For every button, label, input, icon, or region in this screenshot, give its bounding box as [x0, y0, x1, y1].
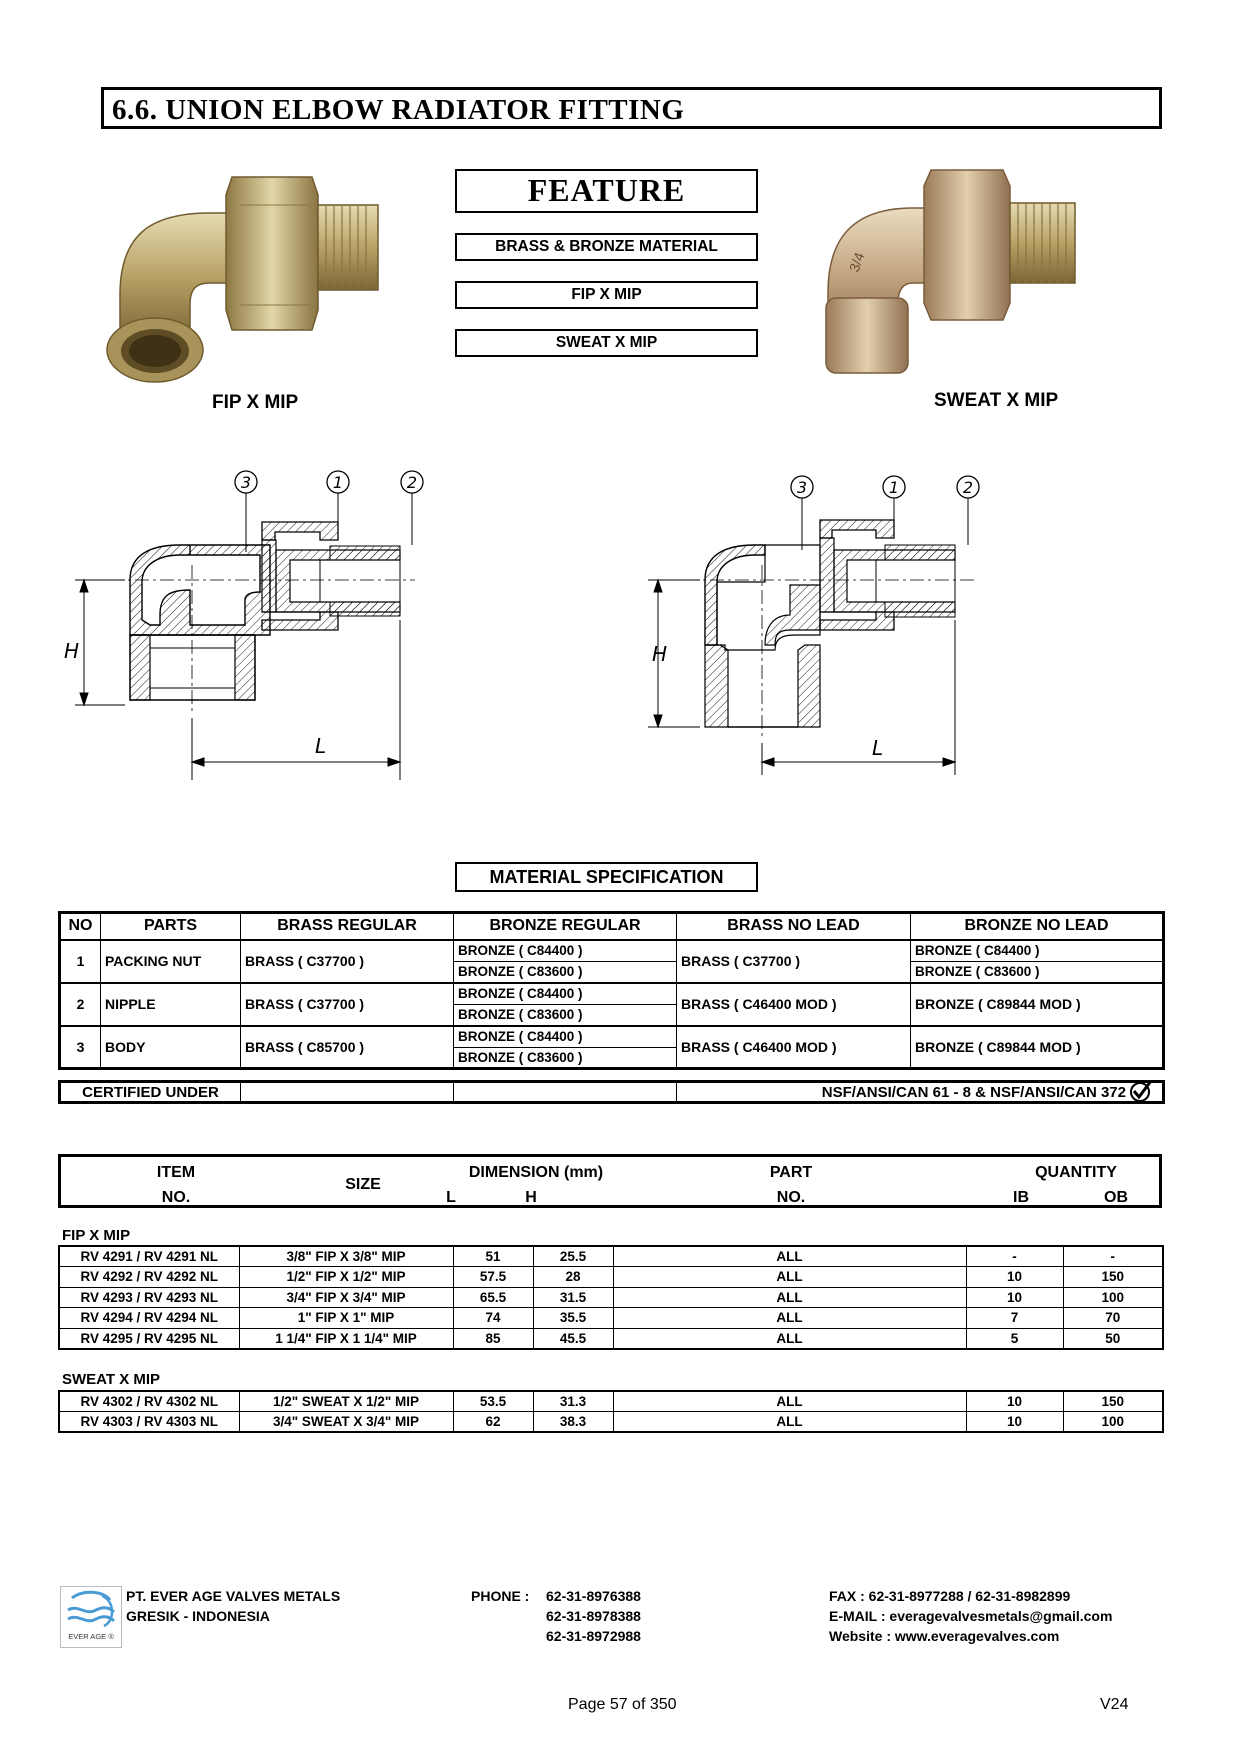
row-bronze-no-lead: BRONZE ( C83600 )	[911, 961, 1164, 983]
row-h: 31.3	[533, 1391, 613, 1412]
header-size: SIZE	[345, 1176, 381, 1193]
feature-item-sweat-mip: SWEAT X MIP	[455, 329, 758, 357]
row-part: NIPPLE	[101, 983, 241, 1026]
row-item: RV 4292 / RV 4292 NL	[59, 1267, 239, 1288]
header-item-no: NO.	[161, 1189, 191, 1206]
row-l: 51	[453, 1246, 533, 1267]
row-l: 62	[453, 1412, 533, 1433]
row-part: ALL	[613, 1391, 966, 1412]
material-spec-header-row	[60, 913, 1164, 940]
row-ib: -	[966, 1246, 1063, 1267]
row-l: 65.5	[453, 1287, 533, 1308]
certified-label: CERTIFIED UNDER	[60, 1082, 241, 1103]
row-l: 85	[453, 1328, 533, 1349]
row-item: RV 4295 / RV 4295 NL	[59, 1328, 239, 1349]
col-bronze-regular: BRONZE REGULAR	[454, 913, 677, 940]
table-row	[59, 1308, 1163, 1329]
row-size: 1/2" SWEAT X 1/2" MIP	[239, 1391, 453, 1412]
row-brass-no-lead: BRASS ( C46400 MOD )	[677, 983, 911, 1026]
feature-heading: FEATURE	[455, 169, 758, 213]
row-part: ALL	[613, 1267, 966, 1288]
header-ob: OB	[1104, 1189, 1128, 1206]
row-h: 38.3	[533, 1412, 613, 1433]
row-size: 1/2" FIP X 1/2" MIP	[239, 1267, 453, 1288]
row-ob: 100	[1063, 1287, 1163, 1308]
row-ib: 10	[966, 1287, 1063, 1308]
table-row	[59, 1391, 1163, 1412]
sweat-mip-technical-drawing	[640, 465, 1040, 785]
row-brass-no-lead: BRASS ( C37700 )	[677, 940, 911, 983]
callout-3: 3	[796, 478, 808, 497]
row-bronze-regular: BRONZE ( C83600 )	[454, 1047, 677, 1069]
col-brass-no-lead: BRASS NO LEAD	[677, 913, 911, 940]
row-bronze-regular: BRONZE ( C83600 )	[454, 961, 677, 983]
table-row	[59, 1328, 1163, 1349]
row-bronze-no-lead: BRONZE ( C89844 MOD )	[911, 983, 1164, 1026]
row-h: 31.5	[533, 1287, 613, 1308]
footer-phone-1: 62-31-8976388	[546, 1588, 641, 1604]
row-size: 1 1/4" FIP X 1 1/4" MIP	[239, 1328, 453, 1349]
material-spec-table	[58, 911, 1165, 1070]
callout-1: 1	[888, 478, 900, 497]
row-item: RV 4302 / RV 4302 NL	[59, 1391, 239, 1412]
row-ob: -	[1063, 1246, 1163, 1267]
footer-phone-3: 62-31-8972988	[546, 1628, 641, 1644]
row-size: 3/8" FIP X 3/8" MIP	[239, 1246, 453, 1267]
row-ib: 10	[966, 1267, 1063, 1288]
footer-email: E-MAIL : everagevalvesmetals@gmail.com	[829, 1608, 1113, 1624]
dimension-table-header	[58, 1154, 1162, 1208]
row-part: ALL	[613, 1412, 966, 1433]
header-ib: IB	[1013, 1189, 1029, 1206]
row-part: ALL	[613, 1287, 966, 1308]
logo-text: EVER AGE ®	[68, 1632, 114, 1641]
row-item: RV 4291 / RV 4291 NL	[59, 1246, 239, 1267]
table-row	[60, 983, 1164, 1005]
row-l: 53.5	[453, 1391, 533, 1412]
page-title: 6.6. UNION ELBOW RADIATOR FITTING	[112, 94, 685, 126]
section-label-sweat-mip: SWEAT X MIP	[62, 1371, 161, 1388]
row-part: PACKING NUT	[101, 940, 241, 983]
header-part: PART	[769, 1164, 813, 1181]
ever-age-logo	[60, 1586, 122, 1648]
section-label-fip-mip: FIP X MIP	[62, 1227, 131, 1244]
material-spec-heading: MATERIAL SPECIFICATION	[455, 862, 758, 892]
dimension-l-label: L	[872, 736, 884, 760]
row-bronze-regular: BRONZE ( C84400 )	[454, 983, 677, 1005]
row-item: RV 4293 / RV 4293 NL	[59, 1287, 239, 1308]
row-ob: 70	[1063, 1308, 1163, 1329]
table-row	[59, 1412, 1163, 1433]
row-ib: 7	[966, 1308, 1063, 1329]
row-ob: 50	[1063, 1328, 1163, 1349]
table-row	[59, 1287, 1163, 1308]
sweat-mip-dimension-table	[58, 1390, 1164, 1433]
footer-location: GRESIK - INDONESIA	[126, 1608, 270, 1624]
callout-1: 1	[332, 473, 344, 492]
row-brass-no-lead: BRASS ( C46400 MOD )	[677, 1026, 911, 1069]
row-l: 74	[453, 1308, 533, 1329]
table-row	[59, 1267, 1163, 1288]
row-brass-regular: BRASS ( C85700 )	[241, 1026, 454, 1069]
row-part: ALL	[613, 1246, 966, 1267]
fip-mip-dimension-table	[58, 1245, 1164, 1350]
row-bronze-regular: BRONZE ( C84400 )	[454, 1026, 677, 1048]
certified-empty-cell	[454, 1082, 677, 1103]
row-ib: 10	[966, 1391, 1063, 1412]
header-dimension: DIMENSION (mm)	[468, 1164, 604, 1181]
footer-company: PT. EVER AGE VALVES METALS	[126, 1588, 341, 1604]
certified-empty-cell	[241, 1082, 454, 1103]
certified-value-cell	[677, 1082, 1164, 1103]
col-bronze-no-lead: BRONZE NO LEAD	[911, 913, 1164, 940]
dimension-h-label: H	[64, 639, 80, 663]
dimension-h-label: H	[652, 642, 668, 666]
footer-phone-2: 62-31-8978388	[546, 1608, 641, 1624]
row-no: 3	[60, 1026, 101, 1069]
nsf-check-icon	[1128, 1078, 1154, 1104]
table-row	[60, 1026, 1164, 1048]
row-size: 1" FIP X 1" MIP	[239, 1308, 453, 1329]
col-no: NO	[60, 913, 101, 940]
table-row	[59, 1246, 1163, 1267]
certified-value: NSF/ANSI/CAN 61 - 8 & NSF/ANSI/CAN 372	[821, 1083, 1126, 1101]
table-row	[60, 940, 1164, 962]
row-ob: 100	[1063, 1412, 1163, 1433]
dimension-l-label: L	[315, 734, 327, 758]
row-bronze-regular: BRONZE ( C84400 )	[454, 940, 677, 962]
row-size: 3/4" SWEAT X 3/4" MIP	[239, 1412, 453, 1433]
col-parts: PARTS	[101, 913, 241, 940]
row-item: RV 4294 / RV 4294 NL	[59, 1308, 239, 1329]
header-quantity: QUANTITY	[1035, 1164, 1117, 1181]
row-no: 1	[60, 940, 101, 983]
elbow-size-marking: 3/4	[845, 250, 868, 275]
row-ob: 150	[1063, 1391, 1163, 1412]
row-h: 25.5	[533, 1246, 613, 1267]
col-brass-regular: BRASS REGULAR	[241, 913, 454, 940]
feature-item-material: BRASS & BRONZE MATERIAL	[455, 233, 758, 261]
fip-mip-product-photo	[100, 165, 400, 390]
callout-2: 2	[406, 473, 418, 492]
row-bronze-no-lead: BRONZE ( C89844 MOD )	[911, 1026, 1164, 1069]
sweat-mip-product-photo	[818, 168, 1088, 383]
row-bronze-no-lead: BRONZE ( C84400 )	[911, 940, 1164, 962]
fip-mip-technical-drawing	[64, 460, 470, 780]
header-item: ITEM	[156, 1164, 196, 1181]
row-bronze-regular: BRONZE ( C83600 )	[454, 1004, 677, 1026]
sweat-mip-caption: SWEAT X MIP	[934, 390, 1059, 411]
footer-website: Website : www.everagevalves.com	[829, 1628, 1060, 1644]
row-item: RV 4303 / RV 4303 NL	[59, 1412, 239, 1433]
row-h: 45.5	[533, 1328, 613, 1349]
footer-fax: FAX : 62-31-8977288 / 62-31-8982899	[829, 1588, 1071, 1604]
footer-phone-label: PHONE :	[471, 1588, 530, 1604]
row-brass-regular: BRASS ( C37700 )	[241, 940, 454, 983]
fip-mip-caption: FIP X MIP	[212, 392, 299, 413]
row-part: ALL	[613, 1328, 966, 1349]
feature-item-fip-mip: FIP X MIP	[455, 281, 758, 309]
title-box	[101, 87, 1162, 129]
version-label: V24	[1100, 1696, 1129, 1713]
row-brass-regular: BRASS ( C37700 )	[241, 983, 454, 1026]
row-h: 35.5	[533, 1308, 613, 1329]
callout-2: 2	[962, 478, 974, 497]
row-no: 2	[60, 983, 101, 1026]
header-part-no: NO.	[776, 1189, 806, 1206]
row-l: 57.5	[453, 1267, 533, 1288]
row-ob: 150	[1063, 1267, 1163, 1288]
page-number: Page 57 of 350	[568, 1696, 677, 1713]
row-ib: 10	[966, 1412, 1063, 1433]
row-part: BODY	[101, 1026, 241, 1069]
row-ib: 5	[966, 1328, 1063, 1349]
header-h: H	[525, 1189, 537, 1206]
row-part: ALL	[613, 1308, 966, 1329]
certified-under-table	[58, 1080, 1165, 1104]
row-size: 3/4" FIP X 3/4" MIP	[239, 1287, 453, 1308]
header-l: L	[446, 1189, 456, 1206]
callout-3: 3	[240, 473, 252, 492]
row-h: 28	[533, 1267, 613, 1288]
